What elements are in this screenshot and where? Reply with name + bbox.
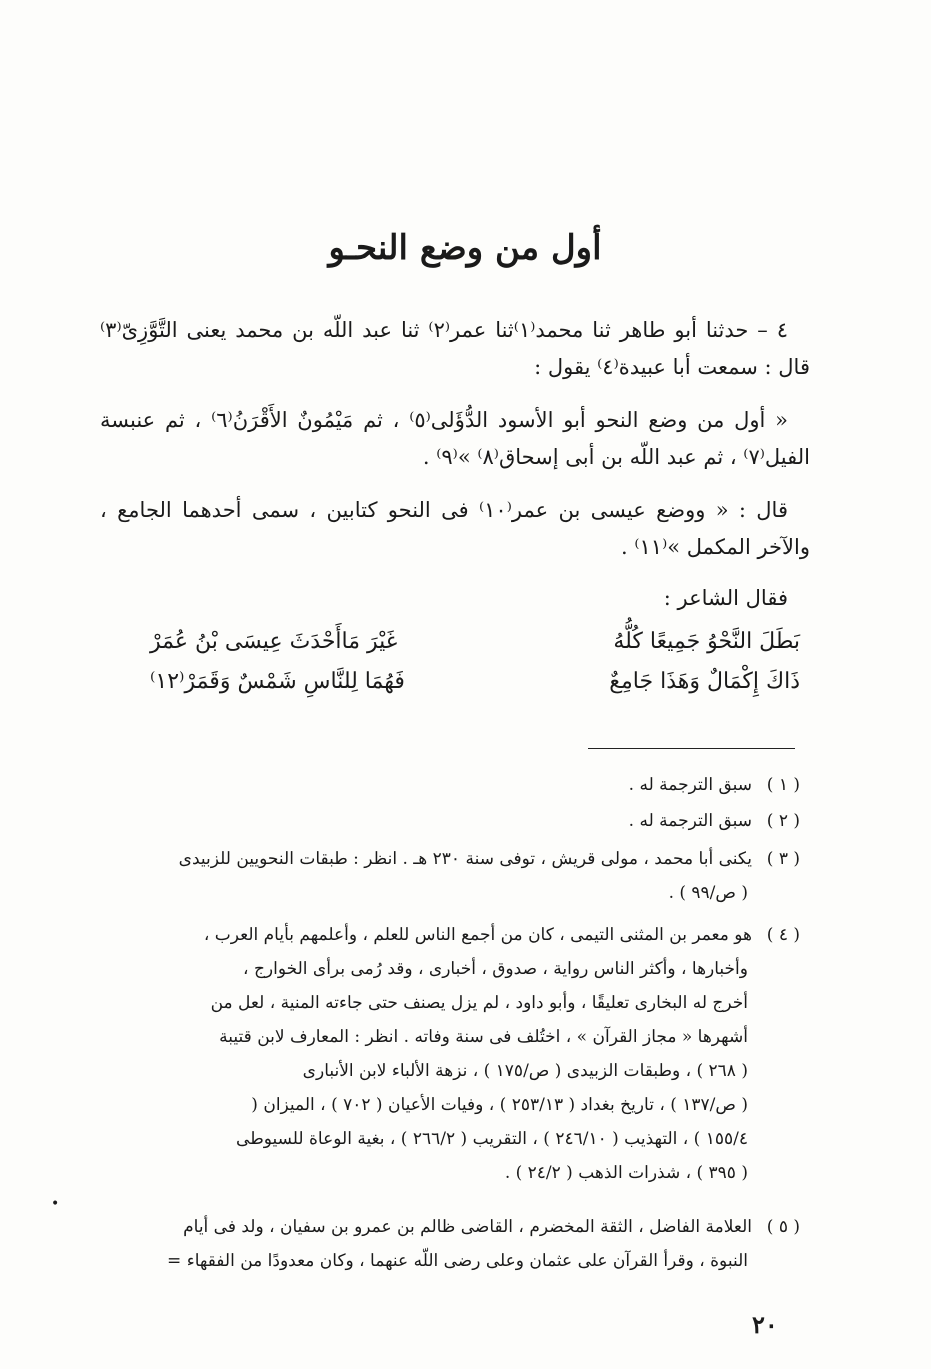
footnote-number: ( ٢ ) — [766, 811, 800, 831]
margin-mark: • — [51, 1196, 60, 1212]
paragraph-1: ٤ – حدثنا أبو طاهر ثنا محمد⁽١⁾ثنا عمر⁽٢⁾ ثنا عبد اللّه بن محمد يعنى التَّوَّزِىّ⁽٣⁾ قال : سمعت أبا عبيدة⁽٤⁾ يقول : — [100, 318, 810, 379]
verse-second-hemistich: فَهُمَا لِلنَّاسِ شَمْسٌ وَقَمَرْ⁽١٢⁾ — [150, 669, 405, 694]
footnote-4: ( ٤ )هو معمر بن المثنى التيمى ، كان من أجمع الناس للعلم ، وأعلمهم بأيام العرب ، وأخبارها ، وأكثر الناس رواية ، صدوق ، أخبارى ، وقد رُمى برأى الخوارج ، أخرج له البخارى تعليقًا ، وأبو داود ، لم يزل يصنف حتى جاءته المنية ، لعل من أشهرها « مجاز القرآن » ، اختُلف فى سنة وفاته . انظر : المعارف لابن قتيبة ( ٢٦٨ ) ، وطبقات الزبيدى ( ص/١٧٥ ) ، نزهة الألباء لابن الأنبارى ( ص/١٣٧ ) ، تاريخ بغداد ( ٢٥٣/١٣ ) ، وفيات الأعيان ( ٧٠٢ ) ، الميزان ( ١٥٥/٤ ) ، التهذيب ( ٢٤٦/١٠ ) ، التقريب ( ٢٦٦/٢ ) ، بغية الوعاة للسيوطى ( ٣٩٥ ) ، شذرات الذهب ( ٢٤/٢ ) . — [100, 918, 800, 1190]
footnote-number: ( ٣ ) — [766, 849, 800, 869]
page-number: ٢٠ — [752, 1310, 778, 1339]
verse-second-hemistich: غَيْرَ مَاأَحْدَثَ عِيسَى بْنُ عُمَرْ — [150, 629, 398, 654]
chapter-title: أول من وضع النحـو — [328, 228, 602, 268]
paragraph-2: « أول من وضع النحو أبو الأسود الدُّؤَلى⁽٥⁾ ، ثم مَيْمُونٌ الأَقْرَنُ⁽٦⁾ ، ثم عنبسة الفيل⁽٧⁾ ، ثم عبد اللّه بن أبى إسحاق⁽٨⁾ »⁽٩⁾ . — [100, 408, 810, 469]
paragraph-3: قال : « ووضع عيسى بن عمر⁽١٠⁾ فى النحو كتابين ، سمى أحدهما الجامع ، والآخر المكمل »⁽١١⁾ . — [100, 498, 810, 559]
footnote-3: ( ٣ )يكنى أبا محمد ، مولى قريش ، توفى سنة ٢٣٠ هـ . انظر : طبقات النحويين للزبيدى ( ص/٩٩ ) . — [100, 842, 800, 910]
footnote-1: ( ١ )سبق الترجمة له . — [100, 768, 800, 802]
footnote-5: ( ٥ )العلامة الفاضل ، الثقة المخضرم ، القاضى ظالم بن عمرو بن سفيان ، ولد فى أيام النبوة ، وقرأ القرآن على عثمان وعلى رضى اللّه عنهما ، وكان معدودًا من الفقهاء = — [100, 1210, 800, 1278]
verse-line-2 — [100, 662, 810, 702]
verse-first-hemistich: ذَاكَ إِكْمَالٌ وَهَذَا جَامِعٌ — [609, 669, 800, 694]
footnote-number: ( ١ ) — [766, 775, 800, 795]
footnote-number: ( ٥ ) — [766, 1217, 800, 1237]
footnote-separator — [588, 748, 795, 749]
footnote-number: ( ٤ ) — [766, 925, 800, 945]
verse-line-1 — [100, 622, 810, 662]
paragraph-4: فقال الشاعر : — [663, 586, 788, 610]
footnote-2: ( ٢ )سبق الترجمة له . — [100, 804, 800, 838]
verse-first-hemistich: بَطَلَ النَّحْوُ جَمِيعًا كُلُّهُ — [613, 629, 800, 654]
